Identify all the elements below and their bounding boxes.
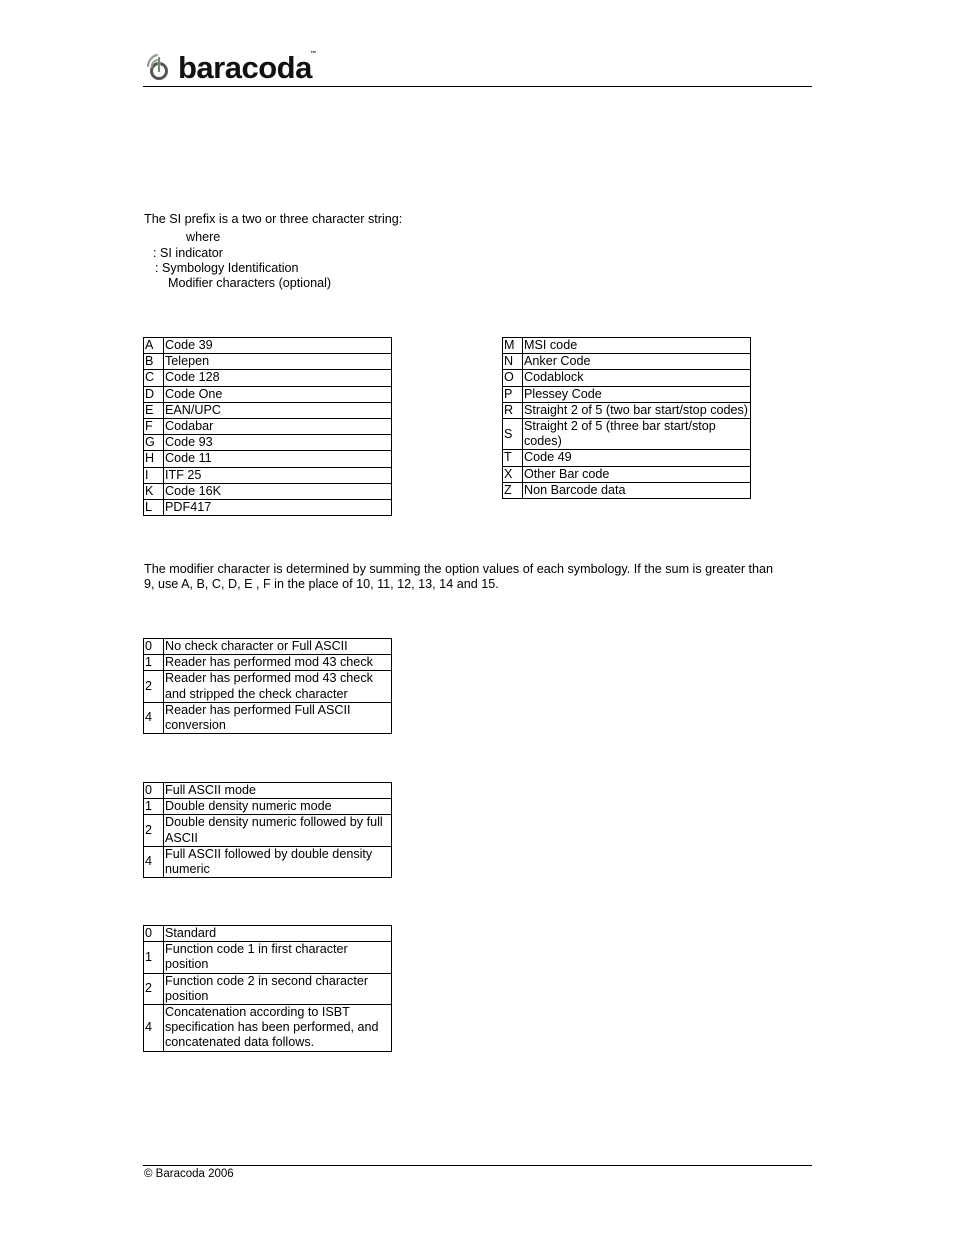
table-row: T Code 49: [503, 450, 751, 466]
table-row: 4 Concatenation according to ISBT specification has been performed, and concatenated data follows.: [144, 1005, 392, 1052]
logo-wordmark: baracoda ™: [178, 49, 316, 85]
table-row: 4 Full ASCII followed by double density numeric: [144, 846, 392, 877]
intro-line-1: The SI prefix is a two or three character string:: [144, 212, 403, 226]
intro-line-5: Modifier characters (optional): [168, 276, 332, 290]
modifier-paragraph: [144, 562, 814, 592]
intro-line-3: : SI indicator: [153, 246, 223, 260]
table-row: P Plessey Code: [503, 386, 751, 402]
modifier-table-code16k: [143, 782, 392, 878]
table-row: Z Non Barcode data: [503, 482, 751, 498]
table-row: 1 Reader has performed mod 43 check: [144, 655, 392, 671]
wireless-signal-icon: [143, 50, 175, 82]
table-row: H Code 11: [144, 451, 392, 467]
modifier-table-code39: [143, 638, 392, 734]
symbology-table-right: [502, 337, 751, 499]
modifier-paragraph-line-2: 9, use A, B, C, D, E , F in the place of 10, 11, 12, 13, 14 and 15.: [144, 577, 499, 591]
table-row: I ITF 25: [144, 467, 392, 483]
intro-line-2: where: [186, 230, 221, 244]
table-row: 1 Double density numeric mode: [144, 799, 392, 815]
table-row: 4 Reader has performed Full ASCII conversion: [144, 702, 392, 733]
table-row: M MSI code: [503, 338, 751, 354]
table-row: 0 Standard: [144, 926, 392, 942]
table-row: 0 Full ASCII mode: [144, 783, 392, 799]
modifier-table-code128: [143, 925, 392, 1052]
intro-line-4: : Symbology Identification: [155, 261, 299, 275]
footer-copyright: © Baracoda 2006: [144, 1168, 234, 1180]
table-row: A Code 39: [144, 338, 392, 354]
table-row: K Code 16K: [144, 483, 392, 499]
table-row: 0 No check character or Full ASCII: [144, 639, 392, 655]
table-row: F Codabar: [144, 419, 392, 435]
table-row: 2 Double density numeric followed by full ASCII: [144, 815, 392, 846]
symbology-table-left: [143, 337, 392, 516]
table-row: 1 Function code 1 in first character position: [144, 942, 392, 973]
table-row: L PDF417: [144, 500, 392, 516]
table-row: G Code 93: [144, 435, 392, 451]
table-row: S Straight 2 of 5 (three bar start/stop codes): [503, 419, 751, 450]
table-row: 2 Reader has performed mod 43 check and stripped the check character: [144, 671, 392, 702]
header-rule: [143, 86, 812, 87]
table-row: C Code 128: [144, 370, 392, 386]
table-row: D Code One: [144, 386, 392, 402]
table-row: N Anker Code: [503, 354, 751, 370]
footer-rule: [143, 1165, 812, 1166]
modifier-paragraph-line-1: The modifier character is determined by summing the option values of each symbology. If the sum is greater than: [144, 562, 774, 576]
table-row: R Straight 2 of 5 (two bar start/stop codes): [503, 402, 751, 418]
table-row: B Telepen: [144, 354, 392, 370]
table-row: 2 Function code 2 in second character position: [144, 973, 392, 1004]
table-row: E EAN/UPC: [144, 402, 392, 418]
table-row: X Other Bar code: [503, 466, 751, 482]
table-row: O Codablock: [503, 370, 751, 386]
baracoda-logo: [143, 46, 316, 86]
